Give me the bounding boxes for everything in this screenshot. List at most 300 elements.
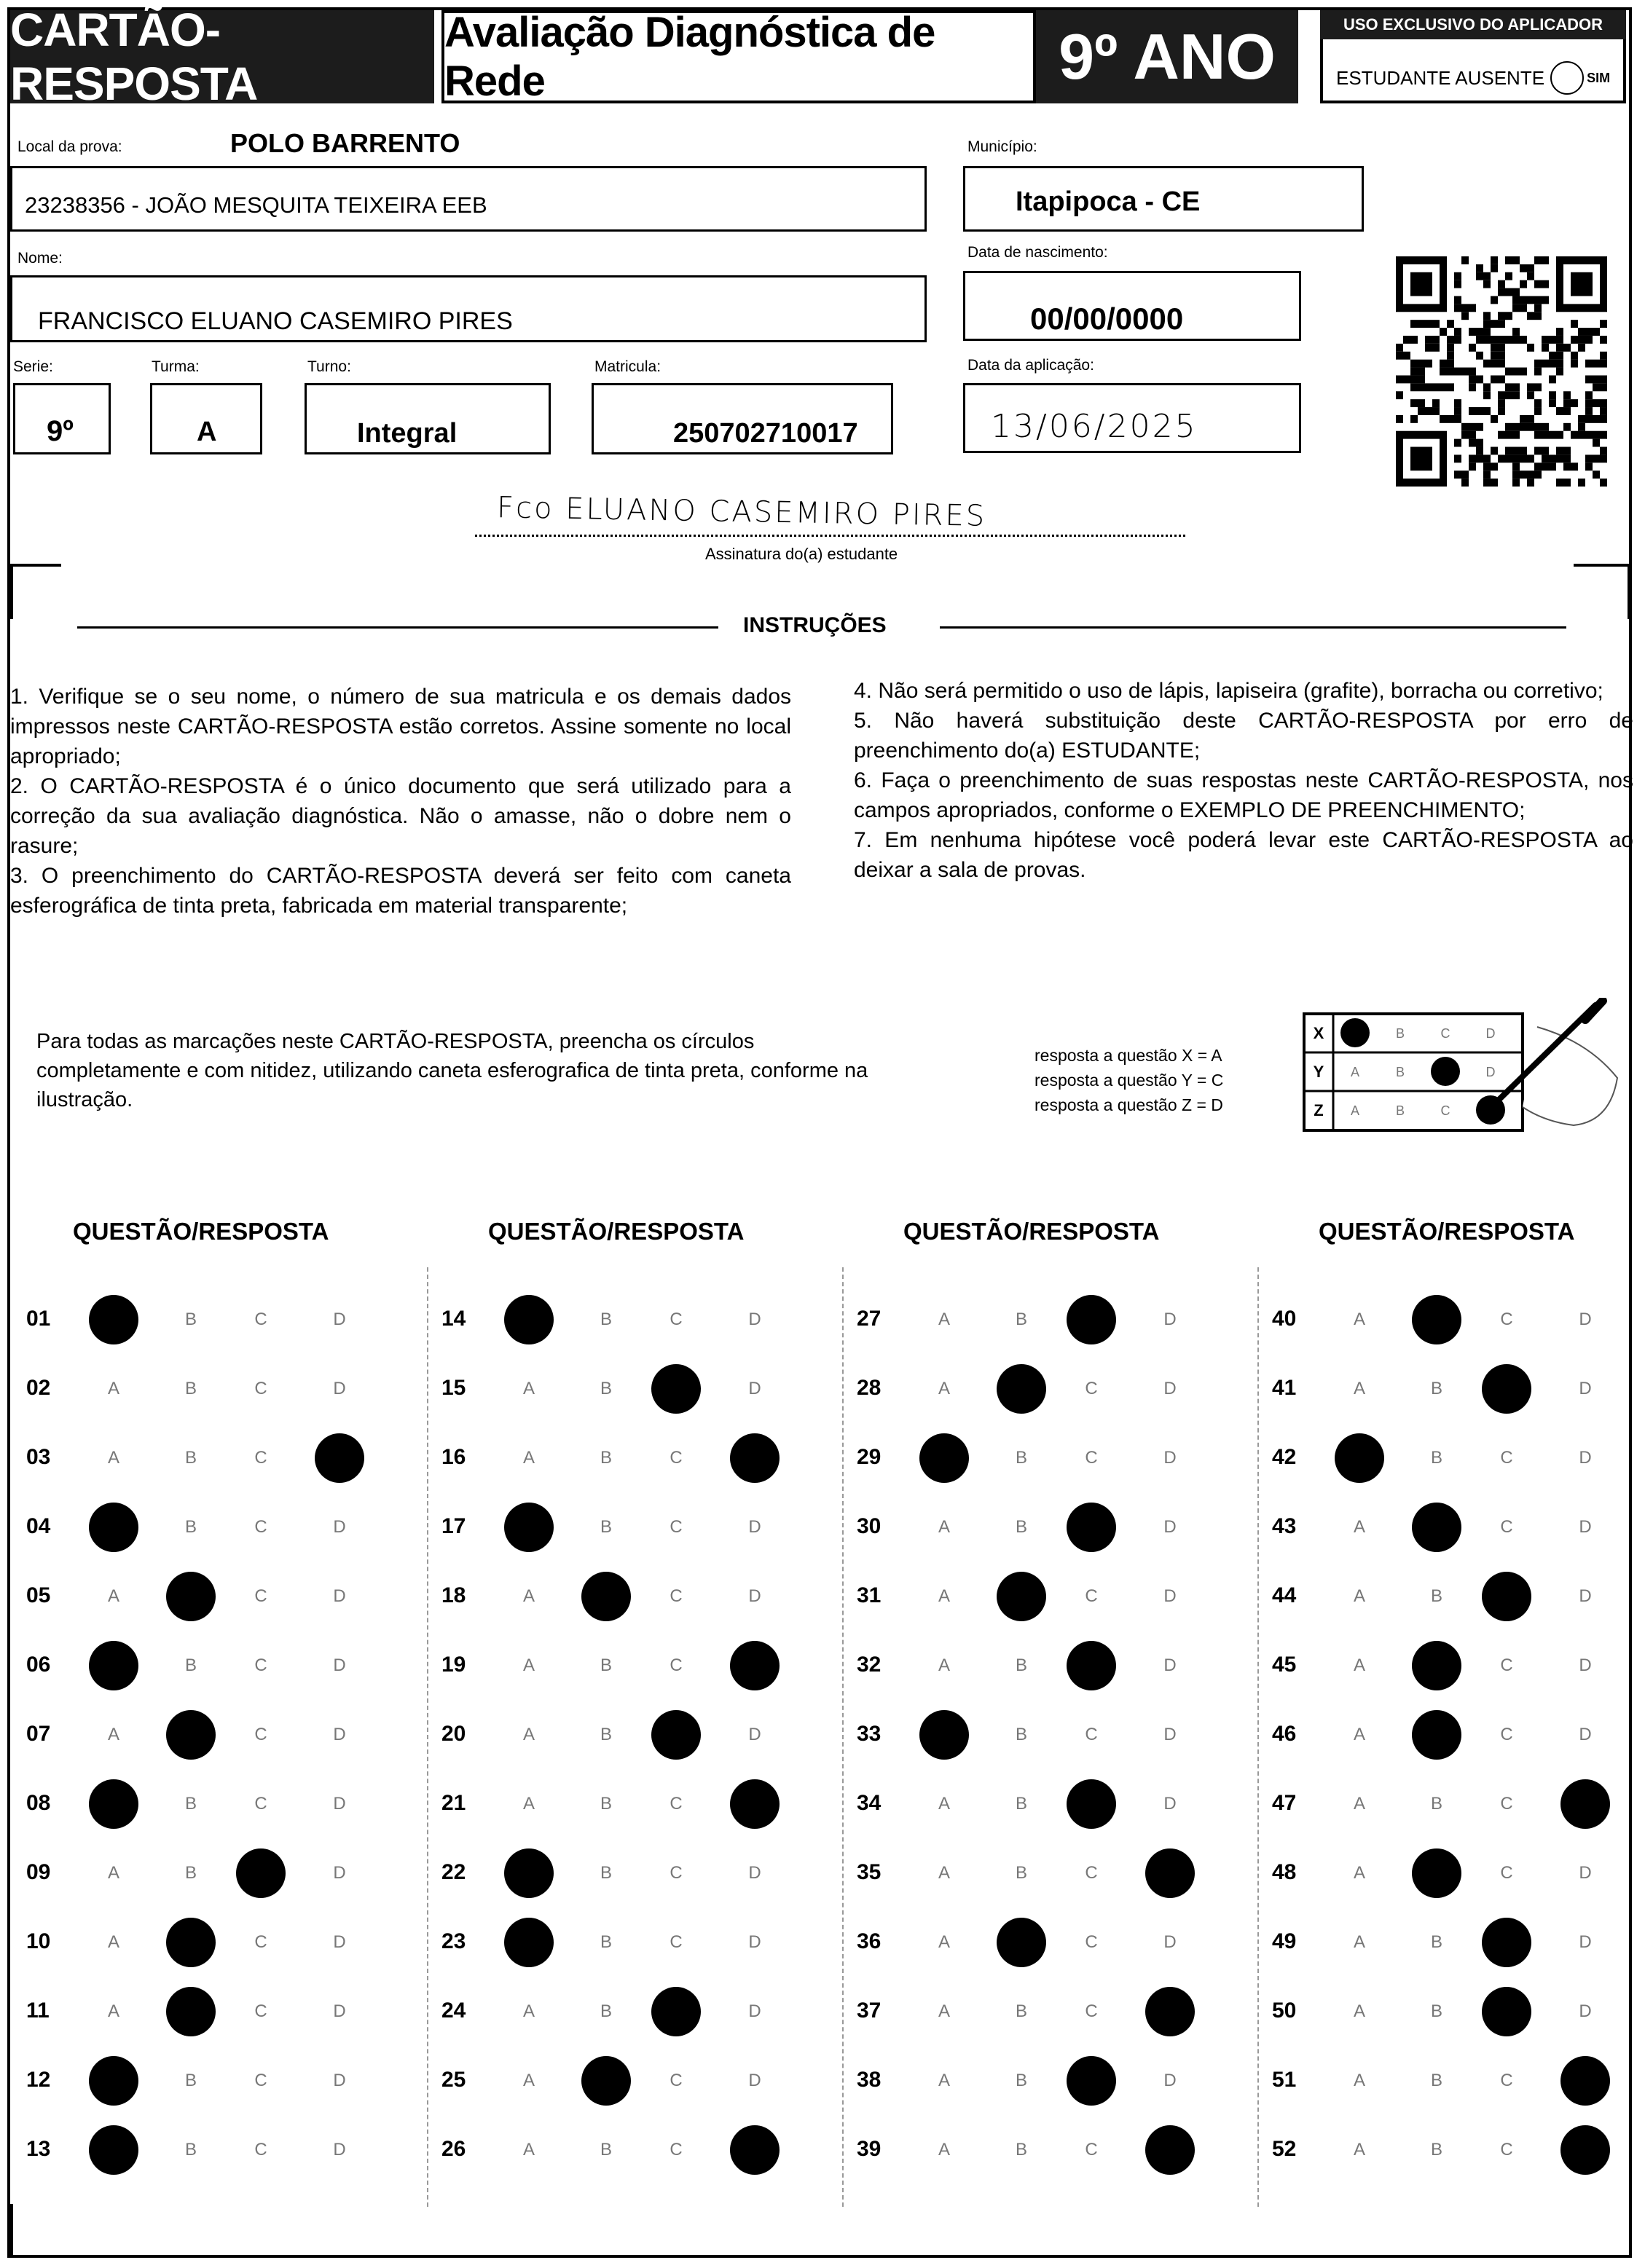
answer-bubble-option[interactable]: C: [1500, 1448, 1513, 1468]
answer-bubble-option[interactable]: D: [333, 1379, 346, 1398]
answer-bubble-option[interactable]: D: [1163, 1725, 1177, 1744]
answer-bubble-filled[interactable]: [1145, 2125, 1195, 2175]
answer-bubble-filled[interactable]: [1412, 1641, 1461, 1690]
answer-bubble-option[interactable]: B: [184, 1655, 197, 1675]
question-number: 20: [441, 1722, 466, 1746]
answer-bubble-option[interactable]: D: [1163, 1448, 1177, 1468]
answer-bubble-filled[interactable]: [651, 1710, 701, 1760]
turma-value: A: [197, 417, 217, 447]
answer-bubble-option[interactable]: A: [1353, 1794, 1366, 1814]
answer-bubble-option[interactable]: B: [1430, 1448, 1443, 1468]
question-number: 04: [26, 1514, 51, 1538]
answer-bubble-option[interactable]: B: [1430, 1932, 1443, 1952]
answer-bubble-option[interactable]: C: [1500, 1655, 1513, 1675]
answer-bubble-filled[interactable]: [1335, 1433, 1384, 1483]
answer-bubble-filled[interactable]: [730, 1779, 780, 1829]
answer-bubble-filled[interactable]: [504, 1503, 554, 1552]
answer-bubble-option[interactable]: A: [107, 1379, 120, 1398]
matricula-label: Matricula:: [594, 358, 661, 375]
answer-bubble-option[interactable]: B: [1015, 1725, 1028, 1744]
answer-bubble-filled[interactable]: [1560, 2056, 1610, 2106]
answer-bubble-option[interactable]: C: [1500, 2071, 1513, 2090]
question-number: 41: [1272, 1376, 1297, 1400]
answer-bubble-option[interactable]: A: [938, 1863, 951, 1883]
answer-bubble-option[interactable]: D: [748, 1863, 761, 1883]
answer-bubble-option[interactable]: D: [1579, 1655, 1592, 1675]
answer-bubble-option[interactable]: C: [1085, 1448, 1098, 1468]
answer-bubble-filled[interactable]: [504, 1295, 554, 1344]
answer-bubble-option[interactable]: C: [254, 2140, 267, 2159]
answer-bubble-option[interactable]: C: [1500, 1310, 1513, 1329]
answer-bubble-option[interactable]: C: [254, 1586, 267, 1606]
example-illustration: [1297, 998, 1632, 1154]
answer-column-title: QUESTÃO/RESPOSTA: [488, 1218, 745, 1245]
answer-bubble-option[interactable]: C: [1085, 2001, 1098, 2021]
answer-bubble-option[interactable]: B: [600, 1517, 613, 1537]
answer-bubble-option[interactable]: C: [254, 1448, 267, 1468]
answer-bubble-option[interactable]: C: [670, 1655, 683, 1675]
answer-bubble-filled[interactable]: [504, 1848, 554, 1898]
answer-bubble-option[interactable]: C: [254, 1932, 267, 1952]
answer-bubble-option[interactable]: D: [1163, 2071, 1177, 2090]
answer-bubble-option[interactable]: A: [1353, 1517, 1366, 1537]
answer-bubble-filled[interactable]: [997, 1364, 1046, 1414]
answer-bubble-option[interactable]: C: [254, 1379, 267, 1398]
answer-bubble-option[interactable]: A: [522, 1794, 535, 1814]
question-number: 27: [857, 1307, 882, 1331]
answer-bubble-filled[interactable]: [504, 1918, 554, 1967]
example-option-label: D: [1485, 1026, 1496, 1041]
answer-bubble-filled[interactable]: [1482, 1987, 1531, 2036]
answer-bubble-filled[interactable]: [89, 2056, 138, 2106]
answer-column-title: QUESTÃO/RESPOSTA: [903, 1218, 1160, 1245]
answer-bubble-option[interactable]: B: [1015, 2140, 1028, 2159]
answer-bubble-option[interactable]: D: [1579, 1379, 1592, 1398]
answer-bubble-option[interactable]: A: [1353, 1586, 1366, 1606]
answer-bubble-filled[interactable]: [1067, 1503, 1116, 1552]
answer-bubble-option[interactable]: D: [1163, 1379, 1177, 1398]
question-number: 51: [1272, 2068, 1297, 2092]
answer-bubble-filled[interactable]: [89, 1295, 138, 1344]
answer-bubble-option[interactable]: B: [600, 2140, 613, 2159]
answer-bubble-filled[interactable]: [730, 2125, 780, 2175]
answer-bubble-option[interactable]: A: [938, 2140, 951, 2159]
answer-bubble-option[interactable]: B: [1430, 1379, 1443, 1398]
answer-bubble-filled[interactable]: [651, 1987, 701, 2036]
column-divider: [427, 1267, 428, 2207]
answer-bubble-option[interactable]: D: [748, 1932, 761, 1952]
answer-bubble-option[interactable]: B: [184, 1517, 197, 1537]
answer-bubble-filled[interactable]: [1067, 1295, 1116, 1344]
answer-bubble-filled[interactable]: [1412, 1710, 1461, 1760]
instructions-rule-right: [940, 626, 1566, 629]
answer-bubble-option[interactable]: D: [748, 1586, 761, 1606]
answer-bubble-option[interactable]: D: [1579, 1863, 1592, 1883]
answer-bubble-option[interactable]: A: [522, 2140, 535, 2159]
answer-bubble-filled[interactable]: [1067, 2056, 1116, 2106]
answer-bubble-option[interactable]: A: [522, 1448, 535, 1468]
answer-bubble-option[interactable]: B: [184, 2071, 197, 2090]
question-number: 44: [1272, 1583, 1297, 1607]
answer-bubble-filled[interactable]: [166, 1710, 216, 1760]
answer-bubble-option[interactable]: D: [1163, 1310, 1177, 1329]
question-number: 03: [26, 1445, 51, 1469]
answer-bubble-option[interactable]: A: [107, 1448, 120, 1468]
instructions-right: [854, 676, 1633, 885]
answer-bubble-option[interactable]: D: [1163, 1586, 1177, 1606]
qr-code: [1396, 256, 1607, 487]
answer-bubble-option[interactable]: D: [333, 1517, 346, 1537]
answer-bubble-option[interactable]: B: [600, 1379, 613, 1398]
answer-bubble-option[interactable]: D: [333, 2140, 346, 2159]
answer-column-title: QUESTÃO/RESPOSTA: [73, 1218, 329, 1245]
answer-bubble-option[interactable]: B: [184, 1863, 197, 1883]
answer-bubble-option[interactable]: B: [600, 1655, 613, 1675]
answer-bubble-option[interactable]: A: [1353, 1932, 1366, 1952]
question-number: 30: [857, 1514, 882, 1538]
answer-bubble-option[interactable]: D: [1579, 1725, 1592, 1744]
answer-bubble-option[interactable]: D: [1163, 1517, 1177, 1537]
answer-bubble-option[interactable]: A: [938, 1586, 951, 1606]
question-number: 23: [441, 1929, 466, 1953]
question-number: 35: [857, 1860, 882, 1884]
answer-bubble-option[interactable]: C: [670, 2140, 683, 2159]
answer-bubble-option[interactable]: C: [670, 1863, 683, 1883]
answer-bubble-option[interactable]: A: [1353, 2071, 1366, 2090]
question-number: 47: [1272, 1791, 1297, 1815]
answer-bubble-option[interactable]: C: [1085, 1379, 1098, 1398]
instruction-item: 4. Não será permitido o uso de lápis, lapiseira (grafite), borracha ou corretivo;: [854, 679, 1603, 703]
instruction-item: 6. Faça o preenchimento de suas respostas neste CARTÃO-RESPOSTA, nos campos apropriados, conforme o EXEMPLO DE PREENCHIMENTO;: [854, 768, 1633, 822]
answer-bubble-filled[interactable]: [919, 1433, 969, 1483]
answer-bubble-option[interactable]: C: [670, 1448, 683, 1468]
answer-bubble-option[interactable]: D: [333, 1725, 346, 1744]
serie-label: Serie:: [13, 358, 53, 375]
answer-bubble-filled[interactable]: [89, 1779, 138, 1829]
question-number: 28: [857, 1376, 882, 1400]
answer-bubble-option[interactable]: D: [333, 2071, 346, 2090]
answer-bubble-option[interactable]: D: [748, 1517, 761, 1537]
question-number: 38: [857, 2068, 882, 2092]
answer-bubble-option[interactable]: B: [1015, 1794, 1028, 1814]
local-label: Local da prova:: [17, 138, 122, 155]
question-number: 12: [26, 2068, 51, 2092]
answer-bubble-option[interactable]: B: [1015, 1448, 1028, 1468]
answer-bubble-option[interactable]: D: [748, 2071, 761, 2090]
nascimento-value: 00/00/0000: [1030, 302, 1184, 336]
answer-bubble-option[interactable]: A: [522, 2001, 535, 2021]
question-number: 29: [857, 1445, 882, 1469]
answer-bubble-option[interactable]: B: [600, 1725, 613, 1744]
answer-bubble-option[interactable]: C: [670, 1310, 683, 1329]
question-number: 50: [1272, 1999, 1297, 2023]
example-text: Para todas as marcações neste CARTÃO-RESPOSTA, preencha os círculos completamente e com nitidez, utilizando caneta esferografica de tinta preta, conforme na ilustração.: [36, 1030, 868, 1111]
answer-bubble-option[interactable]: B: [1430, 2140, 1443, 2159]
answer-bubble-option[interactable]: D: [748, 1725, 761, 1744]
answer-bubble-option[interactable]: A: [938, 2071, 951, 2090]
answer-bubble-option[interactable]: D: [1579, 2001, 1592, 2021]
answer-bubble-filled[interactable]: [166, 1572, 216, 1621]
answer-bubble-filled[interactable]: [166, 1918, 216, 1967]
answer-bubble-option[interactable]: D: [333, 1655, 346, 1675]
question-number: 24: [441, 1999, 466, 2023]
answer-bubble-filled[interactable]: [89, 2125, 138, 2175]
answer-bubble-filled[interactable]: [315, 1433, 364, 1483]
answer-bubble-filled[interactable]: [581, 2056, 631, 2106]
answer-bubble-option[interactable]: B: [600, 1932, 613, 1952]
bracket-top-right: [1574, 564, 1630, 567]
answer-bubble-filled[interactable]: [1145, 1848, 1195, 1898]
turno-value: Integral: [357, 418, 458, 449]
question-number: 13: [26, 2137, 51, 2161]
example-option-label: C: [1440, 1103, 1450, 1118]
answer-bubble-filled[interactable]: [1412, 1503, 1461, 1552]
answer-bubble-option[interactable]: B: [1015, 1310, 1028, 1329]
answer-bubble-option[interactable]: A: [1353, 1379, 1366, 1398]
answer-bubble-option[interactable]: D: [1579, 1310, 1592, 1329]
answer-bubble-option[interactable]: D: [333, 1310, 346, 1329]
answer-bubble-option[interactable]: D: [748, 1310, 761, 1329]
example-option-label: B: [1395, 1065, 1405, 1079]
answer-bubble-option[interactable]: B: [1015, 2071, 1028, 2090]
answer-bubble-option[interactable]: B: [1430, 2071, 1443, 2090]
answer-bubble-option[interactable]: C: [254, 2001, 267, 2021]
answer-bubble-option[interactable]: B: [1015, 1517, 1028, 1537]
answer-bubble-option[interactable]: D: [333, 2001, 346, 2021]
instruction-item: 5. Não haverá substituição deste CARTÃO-RESPOSTA por erro de preenchimento do(a) ESTUDANTE;: [854, 709, 1633, 763]
example-option-label: A: [1350, 1065, 1360, 1079]
answer-bubble-option[interactable]: A: [522, 1586, 535, 1606]
absent-option-label: SIM: [1587, 70, 1611, 85]
answer-bubble-option[interactable]: D: [1579, 1517, 1592, 1537]
answer-bubble-filled[interactable]: [236, 1848, 286, 1898]
answer-bubble-option[interactable]: D: [1579, 1932, 1592, 1952]
answer-bubble-option[interactable]: A: [938, 1517, 951, 1537]
question-number: 26: [441, 2137, 466, 2161]
answer-bubble-option[interactable]: B: [184, 1448, 197, 1468]
answer-bubble-option[interactable]: A: [107, 1586, 120, 1606]
answer-bubble-filled[interactable]: [1560, 2125, 1610, 2175]
answer-bubble-option[interactable]: A: [1353, 2140, 1366, 2159]
example-row-label: Z: [1314, 1101, 1324, 1119]
answer-bubble-filled[interactable]: [1145, 1987, 1195, 2036]
answer-bubble-option[interactable]: B: [600, 1794, 613, 1814]
question-number: 34: [857, 1791, 882, 1815]
answer-bubble-option[interactable]: C: [1085, 1863, 1098, 1883]
nome-value: FRANCISCO ELUANO CASEMIRO PIRES: [38, 307, 513, 335]
question-number: 15: [441, 1376, 466, 1400]
answer-bubble-filled[interactable]: [581, 1572, 631, 1621]
answer-bubble-option[interactable]: C: [1500, 2140, 1513, 2159]
answer-bubble-filled[interactable]: [730, 1641, 780, 1690]
answer-bubble-option[interactable]: D: [333, 1586, 346, 1606]
answer-bubble-filled[interactable]: [89, 1503, 138, 1552]
answer-bubble-option[interactable]: B: [600, 1310, 613, 1329]
answer-bubble-option[interactable]: C: [1085, 1725, 1098, 1744]
answer-bubble-filled[interactable]: [1560, 1779, 1610, 1829]
answer-bubble-option[interactable]: D: [1163, 1932, 1177, 1952]
instruction-item: 2. O CARTÃO-RESPOSTA é o único documento que será utilizado para a correção da sua avaliação diagnóstica. Não o amasse, não o dobre nem o rasure;: [10, 774, 791, 858]
answer-bubble-option[interactable]: B: [1015, 1655, 1028, 1675]
answer-bubble-filled[interactable]: [919, 1710, 969, 1760]
example-legend-z: resposta a questão Z = D: [1034, 1095, 1223, 1114]
question-number: 32: [857, 1653, 882, 1677]
answer-bubble-option[interactable]: B: [1015, 2001, 1028, 2021]
answer-bubble-option[interactable]: D: [1579, 1448, 1592, 1468]
answer-bubble-option[interactable]: C: [670, 1794, 683, 1814]
answer-bubble-filled[interactable]: [1067, 1641, 1116, 1690]
answer-bubble-option[interactable]: D: [1163, 1655, 1177, 1675]
answer-bubble-option[interactable]: C: [1085, 1932, 1098, 1952]
instruction-item: 1. Verifique se o seu nome, o número de sua matricula e os demais dados impressos neste CARTÃO-RESPOSTA estão corretos. Assine somente no local apropriado;: [10, 685, 791, 768]
answer-bubble-option[interactable]: A: [1353, 1725, 1366, 1744]
instructions-rule-left: [77, 626, 718, 629]
answer-bubble-option[interactable]: B: [1015, 1863, 1028, 1883]
example-option-label: C: [1440, 1026, 1450, 1041]
answer-bubble-option[interactable]: A: [1353, 1863, 1366, 1883]
bracket-top-left-v: [10, 564, 13, 619]
answer-bubble-option[interactable]: A: [938, 1932, 951, 1952]
aplicacao-value: 13/06/2025: [991, 408, 1198, 445]
answer-bubble-option[interactable]: B: [1430, 1794, 1443, 1814]
local-value: POLO BARRENTO: [230, 128, 460, 158]
question-number: 52: [1272, 2137, 1297, 2161]
question-number: 18: [441, 1583, 466, 1607]
column-divider: [1257, 1267, 1259, 2207]
question-number: 22: [441, 1860, 466, 1884]
answer-bubble-option[interactable]: A: [522, 1379, 535, 1398]
answer-bubble-option[interactable]: B: [1430, 2001, 1443, 2021]
question-number: 10: [26, 1929, 51, 1953]
answer-bubble-option[interactable]: B: [184, 1379, 197, 1398]
answer-bubble-option[interactable]: B: [600, 1448, 613, 1468]
answer-bubble-option[interactable]: A: [938, 1655, 951, 1675]
question-number: 42: [1272, 1445, 1297, 1469]
answer-bubble-option[interactable]: D: [333, 1932, 346, 1952]
question-number: 37: [857, 1999, 882, 2023]
signature-label: Assinatura do(a) estudante: [705, 545, 898, 563]
answer-bubble-option[interactable]: B: [600, 1863, 613, 1883]
example-legend-y: resposta a questão Y = C: [1034, 1071, 1224, 1090]
answer-bubble-option[interactable]: C: [254, 1794, 267, 1814]
answer-bubble-option[interactable]: A: [522, 1655, 535, 1675]
answer-bubble-option[interactable]: D: [1163, 1794, 1177, 1814]
question-number: 16: [441, 1445, 466, 1469]
answer-bubble-filled[interactable]: [166, 1987, 216, 2036]
answer-bubble-filled[interactable]: [997, 1918, 1046, 1967]
municipio-value: Itapipoca - CE: [1016, 186, 1201, 217]
answer-bubble-filled[interactable]: [1482, 1572, 1531, 1621]
answer-bubble-option[interactable]: A: [107, 1863, 120, 1883]
answer-bubble-filled[interactable]: [1412, 1295, 1461, 1344]
answer-bubble-filled[interactable]: [730, 1433, 780, 1483]
answer-bubble-option[interactable]: A: [107, 1725, 120, 1744]
answer-bubble-option[interactable]: A: [938, 1379, 951, 1398]
answer-bubble-filled[interactable]: [89, 1641, 138, 1690]
answer-bubble-option[interactable]: C: [254, 1517, 267, 1537]
instruction-item: 3. O preenchimento do CARTÃO-RESPOSTA deverá ser feito com caneta esferográfica de tinta preta, fabricada em material transparente;: [10, 864, 791, 918]
answer-bubble-option[interactable]: C: [1500, 1794, 1513, 1814]
answer-bubble-option[interactable]: A: [1353, 1655, 1366, 1675]
grade-badge: 9º ANO: [1036, 10, 1298, 103]
answer-bubble-option[interactable]: C: [254, 1725, 267, 1744]
question-number: 48: [1272, 1860, 1297, 1884]
answer-bubble-option[interactable]: D: [748, 2001, 761, 2021]
absent-label: ESTUDANTE AUSENTE: [1336, 66, 1545, 89]
answer-bubble-option[interactable]: C: [1500, 1517, 1513, 1537]
answer-bubble-option[interactable]: B: [184, 1794, 197, 1814]
student-signature: Fco ELUANO CASEMIRO PIRES: [496, 491, 987, 533]
answer-bubble-option[interactable]: A: [1353, 2001, 1366, 2021]
question-number: 07: [26, 1722, 51, 1746]
nascimento-label: Data de nascimento:: [967, 244, 1108, 261]
answer-bubble-option[interactable]: C: [1085, 2140, 1098, 2159]
answer-bubble-option[interactable]: A: [107, 2001, 120, 2021]
question-number: 14: [441, 1307, 466, 1331]
answer-bubble-option[interactable]: D: [333, 1863, 346, 1883]
answer-bubble-option[interactable]: B: [600, 2001, 613, 2021]
question-number: 06: [26, 1653, 51, 1677]
answer-bubble-option[interactable]: D: [333, 1794, 346, 1814]
answer-bubble-option[interactable]: A: [107, 1932, 120, 1952]
answer-bubble-option[interactable]: B: [184, 2140, 197, 2159]
question-number: 45: [1272, 1653, 1297, 1677]
answer-bubble-option[interactable]: A: [522, 1725, 535, 1744]
answer-bubble-filled[interactable]: [651, 1364, 701, 1414]
sheet-title: CARTÃO-RESPOSTA: [10, 10, 434, 103]
question-number: 25: [441, 2068, 466, 2092]
answer-bubble-option[interactable]: C: [254, 2071, 267, 2090]
answer-bubble-option[interactable]: A: [938, 2001, 951, 2021]
answer-bubble-option[interactable]: D: [1579, 1586, 1592, 1606]
answer-bubble-option[interactable]: C: [670, 1517, 683, 1537]
answer-bubble-option[interactable]: A: [938, 1794, 951, 1814]
question-number: 31: [857, 1583, 882, 1607]
answer-bubble-filled[interactable]: [1482, 1364, 1531, 1414]
question-number: 43: [1272, 1514, 1297, 1538]
answer-bubble-option[interactable]: A: [1353, 1310, 1366, 1329]
answer-bubble-filled[interactable]: [1412, 1848, 1461, 1898]
answer-bubble-option[interactable]: C: [670, 1586, 683, 1606]
answer-bubble-option[interactable]: D: [748, 1379, 761, 1398]
question-number: 21: [441, 1791, 466, 1815]
answer-bubble-option[interactable]: B: [184, 1310, 197, 1329]
answer-bubble-option[interactable]: C: [670, 1932, 683, 1952]
answer-bubble-option[interactable]: A: [522, 2071, 535, 2090]
question-number: 33: [857, 1722, 882, 1746]
question-number: 46: [1272, 1722, 1297, 1746]
answer-bubble-option[interactable]: C: [254, 1655, 267, 1675]
answer-bubble-filled[interactable]: [1067, 1779, 1116, 1829]
absent-bubble[interactable]: [1550, 61, 1584, 95]
answer-bubble-filled[interactable]: [997, 1572, 1046, 1621]
answer-bubble-option[interactable]: B: [1430, 1586, 1443, 1606]
answer-bubble-option[interactable]: C: [254, 1310, 267, 1329]
question-number: 39: [857, 2137, 882, 2161]
bracket-top-right-v: [1628, 564, 1630, 619]
question-number: 17: [441, 1514, 466, 1538]
absent-row: [1336, 61, 1610, 95]
turma-label: Turma:: [152, 358, 200, 375]
answer-bubble-filled[interactable]: [1482, 1918, 1531, 1967]
answer-bubble-option[interactable]: C: [1085, 1586, 1098, 1606]
answer-bubble-option[interactable]: C: [1500, 1863, 1513, 1883]
example-legend-x: resposta a questão X = A: [1034, 1046, 1222, 1065]
answer-bubble-option[interactable]: A: [938, 1310, 951, 1329]
turno-label: Turno:: [307, 358, 351, 375]
answer-bubble-option[interactable]: C: [670, 2071, 683, 2090]
answer-bubble-option[interactable]: C: [1500, 1725, 1513, 1744]
